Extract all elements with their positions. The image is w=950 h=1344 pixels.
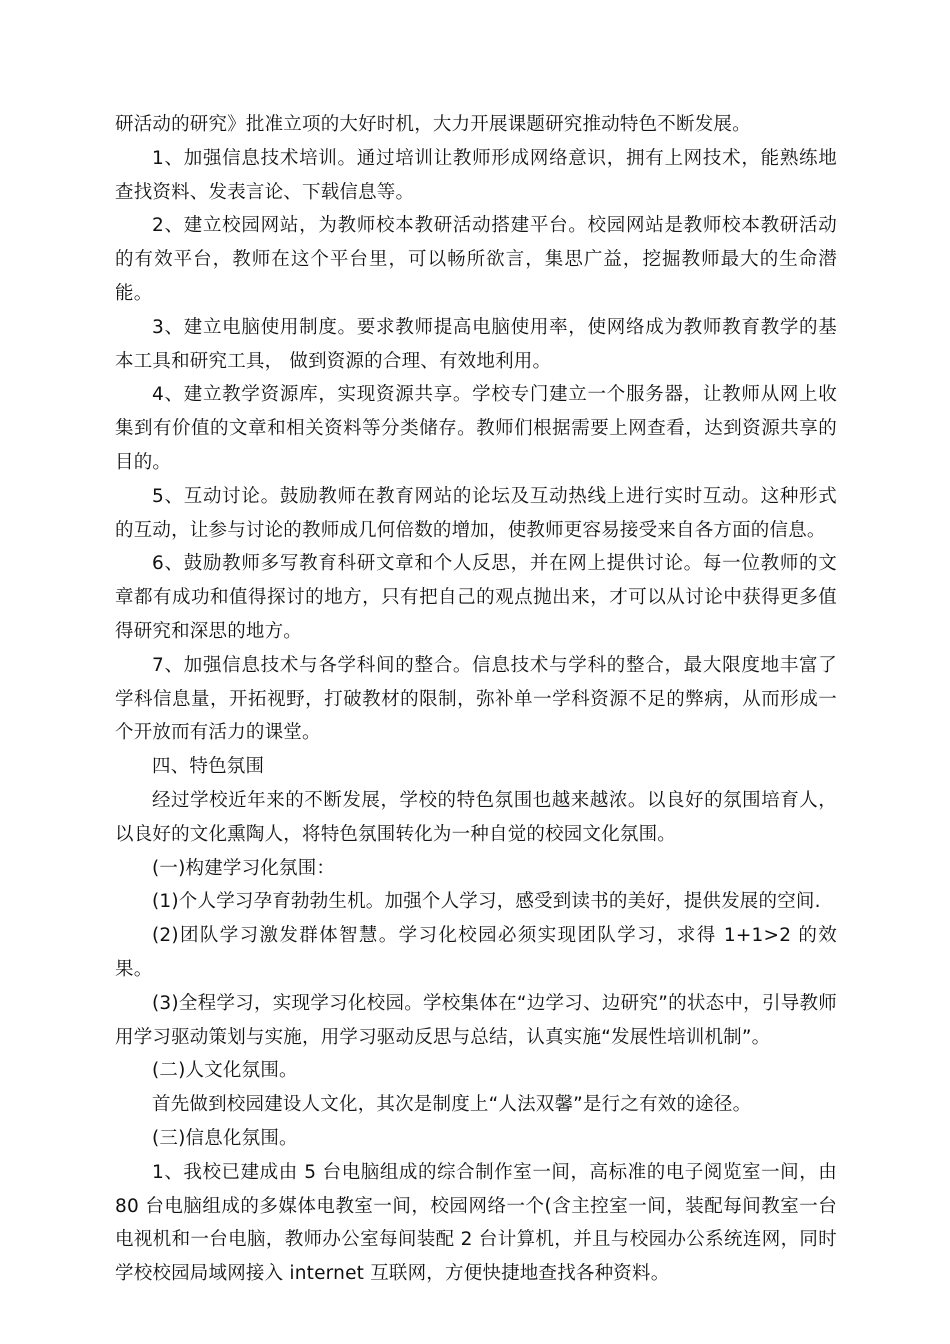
subsection-heading: (三)信息化氛围。 bbox=[152, 1127, 298, 1149]
paragraph: (3)全程学习，实现学习化校园。学校集体在“边学习、边研究”的状态中，引导教师用学习驱动策划与实施，用学习驱动反思与总结，认真实施“发展性培训机制”。 bbox=[115, 992, 837, 1048]
paragraph: 经过学校近年来的不断发展，学校的特色氛围也越来越浓。以良好的氛围培育人，以良好的文化熏陶人，将特色氛围转化为一种自觉的校园文化氛围。 bbox=[115, 789, 837, 845]
paragraph: 3、建立电脑使用制度。要求教师提高电脑使用率，使网络成为教师教育教学的基本工具和研究工具， 做到资源的合理、有效地利用。 bbox=[115, 316, 837, 372]
paragraph: (2)团队学习激发群体智慧。学习化校园必须实现团队学习，求得 1+1>2 的效果。 bbox=[115, 925, 837, 980]
section-heading: 四、特色氛围 bbox=[152, 756, 265, 778]
subsection-heading: (二)人文化氛围。 bbox=[152, 1060, 298, 1082]
paragraph: 1、我校已建成由 5 台电脑组成的综合制作室一间，高标准的电子阅览室一间，由 80 台电脑组成的多媒体电教室一间，校园网络一个(含主控室一间，装配每间教室一台电视机和一台电脑，教师办公室每间装配 2 台计算机，并且与校园办公系统连网，同时学校校园局域网接入 internet 互联网，方便快捷地查找各种资料。 bbox=[115, 1161, 837, 1285]
paragraph: 6、鼓励教师多写教育科研文章和个人反思，并在网上提供讨论。每一位教师的文章都有成功和值得探讨的地方，只有把自己的观点抛出来，才可以从讨论中获得更多值得研究和深思的地方。 bbox=[115, 553, 837, 642]
paragraph: 首先做到校园建设人文化，其次是制度上“人法双馨”是行之有效的途径。 bbox=[152, 1094, 752, 1116]
paragraph: 1、加强信息技术培训。通过培训让教师形成网络意识，拥有上网技术，能熟练地查找资料、发表言论、下载信息等。 bbox=[115, 147, 837, 203]
subsection-heading: (一)构建学习化氛围： bbox=[152, 857, 336, 879]
paragraph: 4、建立教学资源库，实现资源共享。学校专门建立一个服务器，让教师从网上收集到有价值的文章和相关资料等分类储存。教师们根据需要上网查看，达到资源共享的目的。 bbox=[115, 384, 837, 473]
paragraph: 2、建立校园网站，为教师校本教研活动搭建平台。校园网站是教师校本教研活动的有效平台，教师在这个平台里，可以畅所欲言，集思广益，挖掘教师最大的生命潜能。 bbox=[115, 215, 837, 304]
paragraph: 研活动的研究》批准立项的大好时机，大力开展课题研究推动特色不断发展。 bbox=[115, 114, 751, 135]
paragraph: 5、互动讨论。鼓励教师在教育网站的论坛及互动热线上进行实时互动。这种形式的互动，让参与讨论的教师成几何倍数的增加，使教师更容易接受来自各方面的信息。 bbox=[115, 485, 837, 541]
paragraph: 7、加强信息技术与各学科间的整合。信息技术与学科的整合，最大限度地丰富了学科信息量，开拓视野，打破教材的限制，弥补单一学科资源不足的弊病，从而形成一个开放而有活力的课堂。 bbox=[115, 654, 837, 744]
document-body bbox=[115, 108, 837, 1291]
paragraph: (1)个人学习孕育勃勃生机。加强个人学习，感受到读书的美好，提供发展的空间. bbox=[152, 891, 821, 913]
